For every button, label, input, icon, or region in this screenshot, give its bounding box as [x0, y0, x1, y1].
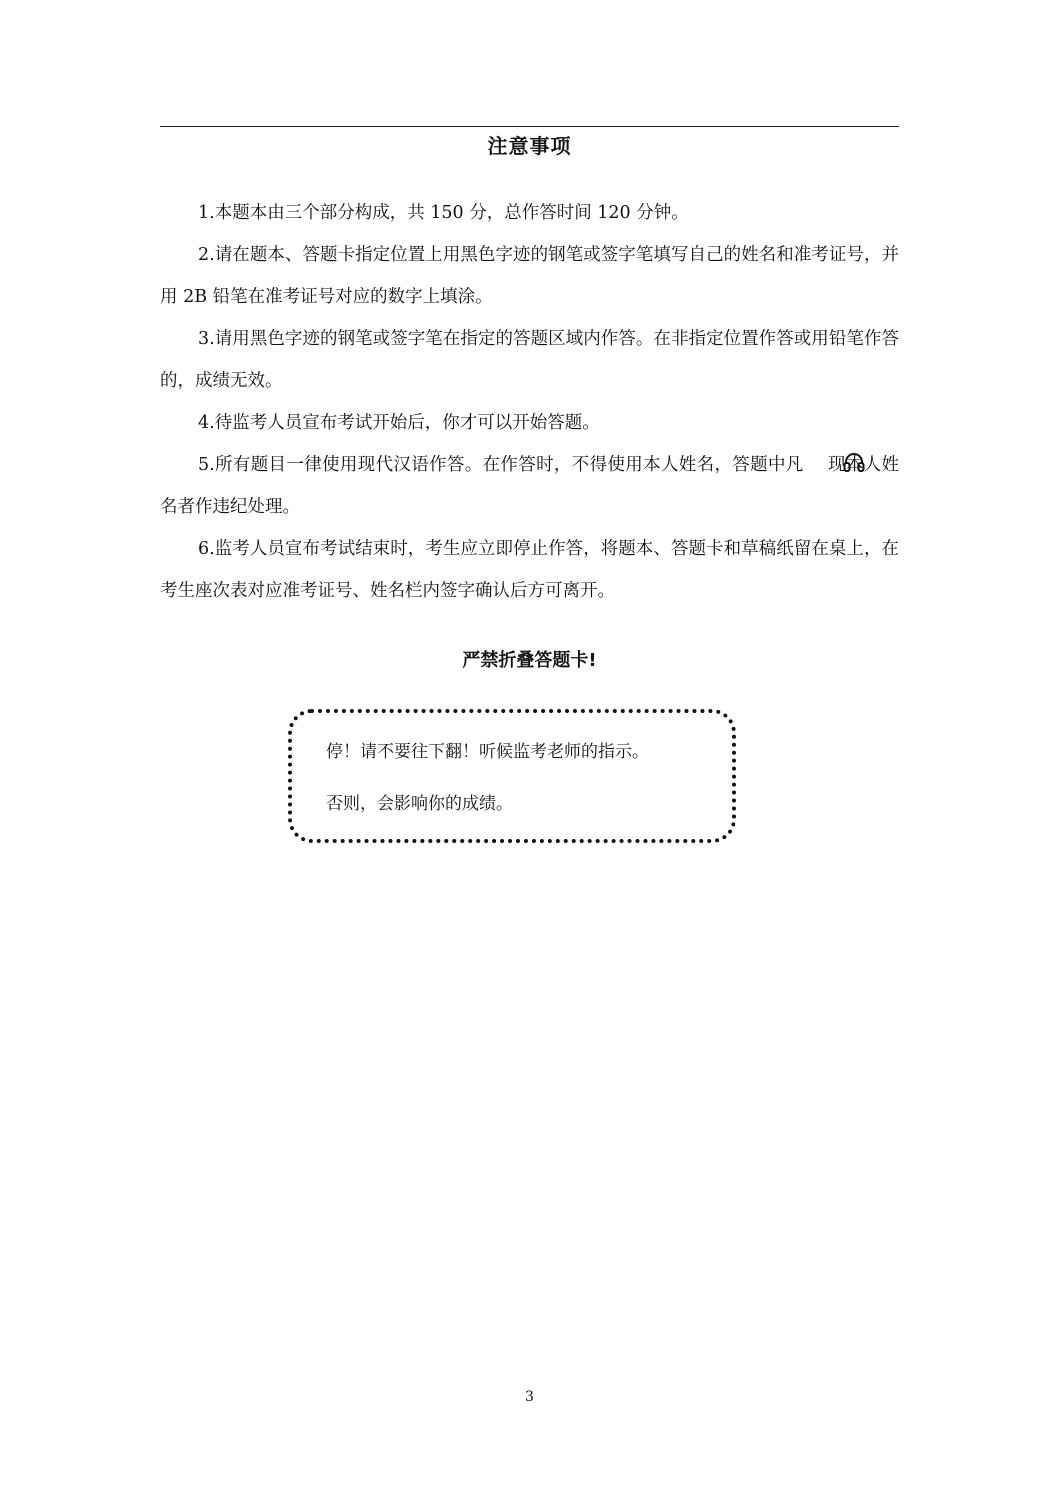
stop-notice-line-1: 停！请不要往下翻！听候监考老师的指示。: [326, 742, 649, 762]
note-item-4: 4.待监考人员宣布考试开始后，你才可以开始答题。: [198, 413, 600, 433]
note-item-5-text-start: 5.所有题目一律使用现代汉语作答。在作答时，不得使用本人姓名，答题中凡: [198, 455, 804, 475]
page-number: 3: [525, 1389, 534, 1405]
stop-notice-line-2: 否则，会影响你的成绩。: [326, 794, 513, 814]
note-item-3: 3.请用黑色字迹的钢笔或签字笔在指定的答题区域内作答。在非指定位置作答或用铅笔作答的，成绩无效。: [160, 329, 899, 391]
note-item-6: 6.监考人员宣布考试结束时，考生应立即停止作答，将题本、答题卡和草稿纸留在桌上，在考生座次表对应准考证号、姓名栏内签字确认后方可离开。: [160, 539, 899, 601]
note-item-2: 2.请在题本、答题卡指定位置上用黑色字迹的钢笔或签字笔填写自己的姓名和准考证号，并用 2B 铅笔在准考证号对应的数字上填涂。: [160, 245, 899, 307]
headphones-icon: [804, 448, 828, 472]
note-item-5: [160, 444, 899, 528]
header-rule: [160, 126, 899, 127]
stop-notice-box: [288, 709, 736, 843]
no-folding-warning: 严禁折叠答题卡!: [462, 650, 597, 671]
notes-list: [160, 192, 899, 612]
page-title: 注意事项: [487, 134, 572, 158]
note-item-5-text-end: 现本人姓名者作违纪处理。: [160, 455, 900, 517]
note-item-1: 1.本题本由三个部分构成，共 150 分，总作答时间 120 分钟。: [198, 203, 689, 223]
